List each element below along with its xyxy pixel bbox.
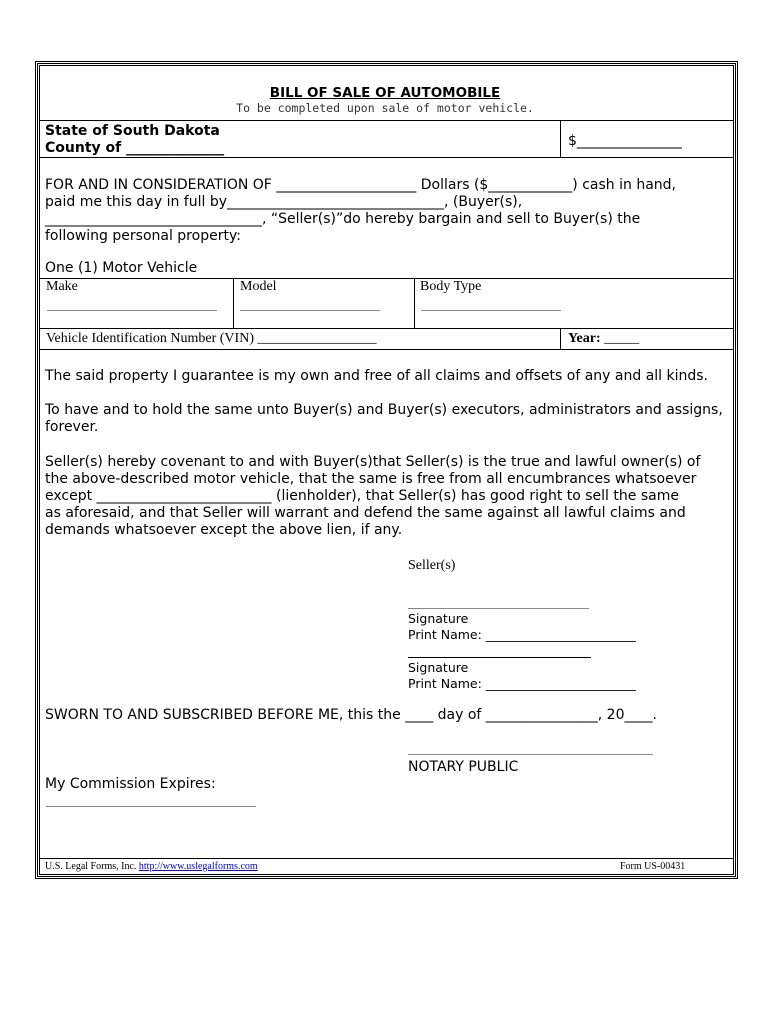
year-field[interactable]: _____ (604, 331, 640, 346)
vehicle-table-mid (39, 328, 734, 329)
vin-field[interactable]: Vehicle Identification Number (VIN) _________________ (46, 331, 377, 346)
vehicle-table-bottom (39, 349, 734, 350)
commission-label: My Commission Expires: (45, 776, 216, 792)
consideration-line-2: paid me this day in full by_______________________________, (Buyer(s), (45, 194, 523, 210)
consideration-line-1: FOR AND IN CONSIDERATION OF ____________________ Dollars ($____________) cash in hand, (45, 177, 676, 193)
vehicle-col-divider-2 (414, 278, 415, 328)
hold-line-2: forever. (45, 419, 99, 435)
state-county-block (45, 123, 224, 157)
signature-label-2: Signature (408, 660, 469, 675)
covenant-line-1: Seller(s) hereby covenant to and with Buyer(s)that Seller(s) is the true and lawful owner(s) of (45, 454, 701, 470)
make-label: Make (46, 279, 78, 294)
vehicle-col-divider-1 (233, 278, 234, 328)
sworn-line: SWORN TO AND SUBSCRIBED BEFORE ME, this the ____ day of ________________, 20____. (45, 707, 657, 723)
model-field[interactable] (240, 310, 380, 311)
covenant-line-3: except _________________________ (lienholder), that Seller(s) has good right to sell the same (45, 488, 679, 504)
seller-heading: Seller(s) (408, 558, 456, 573)
commission-field[interactable] (46, 806, 256, 807)
vehicle-heading: One (1) Motor Vehicle (45, 260, 198, 276)
vehicle-table-top (39, 278, 734, 279)
covenant-line-5: demands whatsoever except the above lien, if any. (45, 522, 403, 538)
consideration-line-3: _______________________________, “Seller(s)”do hereby bargain and sell to Buyer(s) the (45, 211, 641, 227)
footer-company: U.S. Legal Forms, Inc. (45, 861, 137, 872)
covenant-line-4: as aforesaid, and that Seller will warrant and defend the same against all lawful claims and (45, 505, 686, 521)
footer-left (45, 861, 258, 872)
covenant-line-2: the above-described motor vehicle, that the same is free from all encumbrances whatsoever (45, 471, 697, 487)
footer-link[interactable]: http://www.uslegalforms.com (138, 861, 258, 872)
model-label: Model (240, 279, 277, 294)
consideration-line-4: following personal property: (45, 228, 241, 244)
footer-divider (39, 858, 734, 859)
guarantee-paragraph: The said property I guarantee is my own and free of all claims and offsets of any and all kinds. (45, 368, 709, 384)
body-type-label: Body Type (420, 279, 482, 294)
signature-label-1: Signature (408, 611, 469, 626)
state-line: State of South Dakota (45, 123, 220, 139)
seller-signature-line-2[interactable] (408, 657, 591, 658)
body-type-field[interactable] (421, 310, 561, 311)
state-divider (39, 157, 734, 158)
amount-field[interactable]: $_______________ (568, 133, 682, 149)
seller-signature-line-1[interactable] (408, 608, 589, 609)
make-field[interactable] (47, 310, 217, 311)
header-divider (39, 120, 734, 121)
form-number: Form US-00431 (620, 861, 686, 872)
notary-signature-line[interactable] (408, 754, 653, 755)
print-name-field-2[interactable]: Print Name: ________________________ (408, 676, 636, 691)
county-line[interactable]: County of ______________ (45, 140, 225, 156)
notary-label: NOTARY PUBLIC (408, 759, 519, 775)
hold-line-1: To have and to hold the same unto Buyer(s) and Buyer(s) executors, administrators and assigns, (45, 402, 723, 418)
year-label: Year: (568, 331, 601, 346)
year-divider (560, 328, 561, 349)
print-name-field-1[interactable]: Print Name: ________________________ (408, 627, 636, 642)
form-title: BILL OF SALE OF AUTOMOBILE (269, 85, 501, 101)
amount-divider (560, 120, 561, 157)
form-subtitle: To be completed upon sale of motor vehicle. (236, 101, 534, 115)
year-block (568, 331, 639, 347)
